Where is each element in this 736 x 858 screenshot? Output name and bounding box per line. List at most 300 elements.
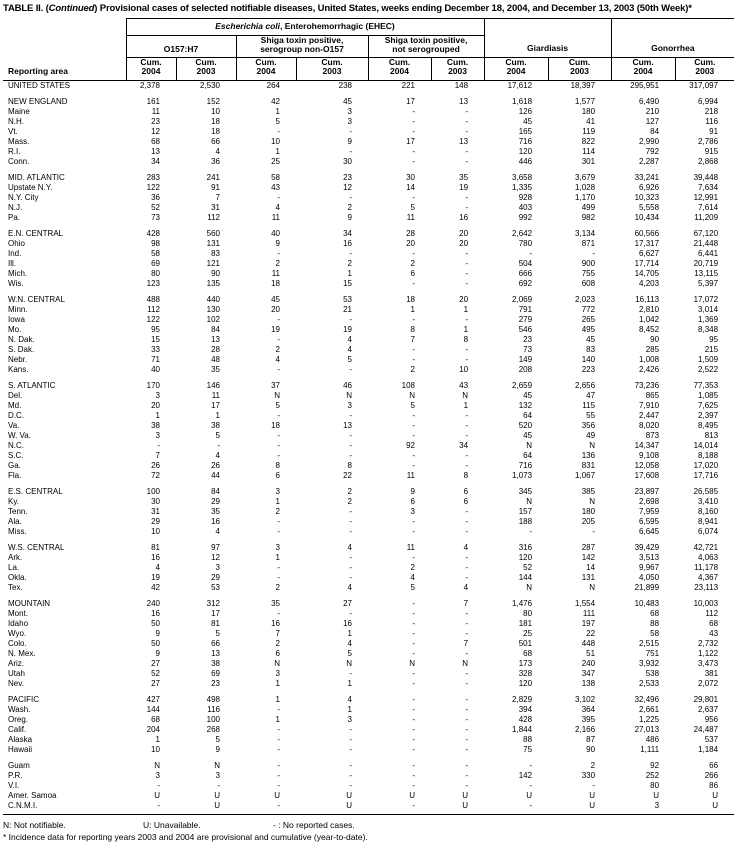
value-cell: 11 [271,268,280,278]
value-cell: N [274,658,280,668]
gonorrhea-group-header: Gonorrhea [611,18,734,57]
value-cell: 36 [151,192,160,202]
reporting-area-cell: Mo. [8,324,22,334]
reporting-area-cell: Ky. [8,496,19,506]
value-cell: 50 [151,618,160,628]
value-cell: - [277,516,280,526]
reporting-area-cell: Ariz. [8,658,24,668]
value-cell: 39,448 [693,172,719,182]
col-header-cum-2004: Cum. 2004 [611,57,675,80]
value-cell: 170 [146,380,160,390]
value-cell: 11,209 [694,212,719,222]
value-cell: N [346,658,352,668]
value-cell: 9,108 [639,450,660,460]
value-cell: 446 [518,156,533,166]
value-cell: 48 [211,354,220,364]
value-cell: - [412,628,415,638]
value-cell: 14,014 [693,440,719,450]
value-cell: 27 [343,598,352,608]
value-cell: 90 [650,334,660,344]
table-row [3,497,734,507]
value-cell: - [217,440,220,450]
value-cell: 14 [406,182,415,192]
value-cell: 12 [343,182,352,192]
reporting-area-cell: MOUNTAIN [8,598,51,608]
value-cell: 68 [650,608,660,618]
table-row [3,421,734,431]
value-cell: 317,097 [689,80,719,90]
table-row [3,639,734,649]
value-cell: - [349,734,352,744]
table-row [3,599,734,609]
value-cell: - [412,724,415,734]
value-cell: 53 [211,582,220,592]
value-cell: 1,577 [575,96,596,106]
value-cell: - [412,598,415,608]
value-cell: 2 [347,496,352,506]
table-row [3,791,734,801]
value-cell: 18 [406,294,415,304]
value-cell: N [409,658,415,668]
value-cell: 218 [704,106,719,116]
value-cell: 28 [211,344,220,354]
value-cell: 116 [207,704,220,714]
value-cell: 29,801 [693,694,719,704]
value-cell: 8 [463,470,469,480]
value-cell: 4,050 [639,572,660,582]
value-cell: - [277,450,280,460]
value-cell: - [465,744,469,754]
value-cell: 25 [271,156,280,166]
table-row [3,213,734,223]
value-cell: 2,072 [698,678,719,688]
table-row [3,335,734,345]
value-cell: 345 [518,486,533,496]
table-row [3,649,734,659]
value-cell: 52 [523,562,533,572]
value-cell: 716 [518,460,533,470]
value-cell: 221 [401,80,415,90]
value-cell: - [349,314,352,324]
value-cell: - [592,248,596,258]
reporting-area-cell: Wash. [8,704,31,714]
value-cell: 1,067 [575,470,596,480]
reporting-area-cell: Va. [8,420,20,430]
value-cell: 72 [151,470,160,480]
value-cell: 3 [275,486,280,496]
value-cell: 792 [645,146,660,156]
table-row [3,451,734,461]
non-o157-line1: Shiga toxin positive, [260,35,344,45]
value-cell: 197 [581,618,596,628]
value-cell: 13 [211,648,220,658]
legend-unavailable: U: Unavailable. [143,819,201,830]
value-cell: 6,627 [639,248,660,258]
reporting-area-cell: S.C. [8,450,24,460]
reporting-area-cell: Wyo. [8,628,27,638]
value-cell: - [349,516,352,526]
table-row [3,183,734,193]
value-cell: 504 [518,258,533,268]
col-header-cum-2004: Cum. 2004 [484,57,548,80]
value-cell: 4 [347,542,352,552]
value-cell: 2,515 [639,638,660,648]
value-cell: 3 [155,430,160,440]
value-cell: 33 [151,344,160,354]
value-cell: 23,113 [694,582,719,592]
value-cell: 19 [151,572,160,582]
value-cell: 5 [347,354,352,364]
table-row [3,801,734,811]
value-cell: 1,509 [698,354,719,364]
value-cell: 13,115 [694,268,719,278]
value-cell: 448 [581,638,596,648]
value-cell: 161 [146,96,160,106]
value-cell: 238 [338,80,352,90]
value-cell: 204 [146,724,160,734]
value-cell: 791 [518,304,533,314]
value-cell: 112 [207,212,220,222]
value-cell: 285 [645,344,660,354]
value-cell: 17 [406,96,415,106]
value-cell: 538 [645,668,660,678]
reporting-area-cell: Mont. [8,608,29,618]
reporting-area-cell: Colo. [8,638,27,648]
value-cell: 120 [518,552,533,562]
value-cell: 264 [266,80,280,90]
value-cell: - [349,780,352,790]
value-cell: 116 [705,116,719,126]
value-cell: - [349,506,352,516]
value-cell: 1,184 [698,744,719,754]
value-cell: 23 [211,678,220,688]
value-cell: 5 [215,430,220,440]
value-cell: 39,429 [634,542,660,552]
reporting-area-cell: Miss. [8,526,27,536]
value-cell: 16 [151,608,160,618]
value-cell: 780 [518,238,533,248]
value-cell: 1 [275,106,280,116]
value-cell: 8,188 [698,450,719,460]
table-row [3,553,734,563]
reporting-area-cell: R.I. [8,146,21,156]
value-cell: 428 [518,714,533,724]
value-cell: 5 [410,400,415,410]
value-cell: 1 [155,410,160,420]
value-cell: 1,225 [639,714,660,724]
value-cell: 34 [151,156,160,166]
value-cell: - [277,724,280,734]
value-cell: 26 [151,460,160,470]
value-cell: 295,951 [630,80,660,90]
value-cell: U [346,790,352,800]
reporting-area-cell: W.S. CENTRAL [8,542,65,552]
value-cell: 2,166 [575,724,596,734]
table-row [3,107,734,117]
value-cell: 35 [211,506,220,516]
value-cell: 30 [343,156,352,166]
value-cell: 4 [347,344,352,354]
value-cell: 45 [343,96,352,106]
reporting-area-cell: Guam [8,760,30,770]
value-cell: 2 [275,258,280,268]
value-cell: 11 [406,212,415,222]
value-cell: - [349,248,352,258]
value-cell: 6 [275,470,280,480]
table-row [3,147,734,157]
reporting-area-cell: W.N. CENTRAL [8,294,65,304]
value-cell: 27 [151,678,160,688]
value-cell: - [349,552,352,562]
value-cell: 3 [347,714,352,724]
value-cell: 121 [206,258,220,268]
value-cell: 17 [211,400,220,410]
reporting-area-cell: N. Mex. [8,648,36,658]
value-cell: U [346,800,352,810]
value-cell: - [277,608,280,618]
value-cell: 18 [211,126,220,136]
value-cell: 73 [523,344,533,354]
table-row [3,365,734,375]
value-cell: U [274,790,280,800]
value-cell: 44 [211,470,220,480]
value-cell: - [412,314,415,324]
value-cell: 328 [518,668,533,678]
value-cell: 181 [518,618,533,628]
value-cell: 395 [581,714,596,724]
value-cell: 11 [271,212,280,222]
value-cell: 127 [645,116,660,126]
value-cell: 1 [410,304,415,314]
value-cell: - [412,106,415,116]
reporting-area-cell: Utah [8,668,25,678]
value-cell: 69 [151,258,160,268]
value-cell: 18 [271,278,280,288]
value-cell: 66 [709,760,719,770]
value-cell: 215 [704,344,719,354]
value-cell: - [465,106,469,116]
value-cell: 71 [151,354,160,364]
reporting-area-cell: P.R. [8,770,23,780]
value-cell: - [465,450,469,460]
value-cell: 14 [586,562,596,572]
value-cell: 3 [215,562,220,572]
value-cell: - [412,410,415,420]
value-cell: 12 [151,126,160,136]
value-cell: U [154,790,160,800]
value-cell: 5 [275,400,280,410]
value-cell: 3,014 [698,304,719,314]
value-cell: 751 [645,648,660,658]
value-cell: 32,496 [634,694,660,704]
value-cell: - [277,126,280,136]
value-cell: 4,063 [698,552,719,562]
table-row [3,527,734,537]
value-cell: - [465,146,469,156]
value-cell: 2,732 [698,638,719,648]
value-cell: 1,111 [640,744,660,754]
footnote-incidence: * Incidence data for reporting years 2003 and 2004 are provisional and cumulative (year-to-date). [3,831,368,842]
value-cell: 915 [704,146,719,156]
table-row [3,517,734,527]
value-cell: 42 [271,96,280,106]
table-row [3,269,734,279]
value-cell: 16,113 [635,294,660,304]
value-cell: N [526,582,533,592]
value-cell: 29 [211,572,220,582]
value-cell: 13 [151,146,160,156]
value-cell: 8,160 [698,506,719,516]
value-cell: - [349,668,352,678]
value-cell: 301 [581,156,596,166]
value-cell: - [412,734,415,744]
value-cell: - [529,800,533,810]
reporting-area-cell: Nev. [8,678,24,688]
table-row [3,487,734,497]
value-cell: 10 [271,136,280,146]
value-cell: 16 [211,516,220,526]
value-cell: 3 [347,400,352,410]
value-cell: 35 [271,598,280,608]
value-cell: 64 [523,450,533,460]
value-cell: 21 [343,304,352,314]
reporting-area-cell: MID. ATLANTIC [8,172,65,182]
value-cell: 252 [645,770,660,780]
value-cell: 2,522 [698,364,719,374]
value-cell: 14,705 [634,268,660,278]
value-cell: 6,645 [639,526,660,536]
value-cell: - [465,760,469,770]
value-cell: 2,378 [139,80,160,90]
value-cell: 20 [459,294,469,304]
value-cell: 34 [343,228,352,238]
value-cell: 16 [271,618,280,628]
value-cell: 43 [709,628,719,638]
reporting-area-cell: Mich. [8,268,28,278]
value-cell: 12,991 [693,192,719,202]
value-cell: 16 [151,552,160,562]
value-cell: 8,020 [639,420,660,430]
value-cell: 347 [581,668,596,678]
value-cell: 1 [275,146,280,156]
value-cell: 80 [523,608,533,618]
reporting-area-cell: NEW ENGLAND [8,96,68,106]
value-cell: 6 [463,496,469,506]
value-cell: 40 [151,364,160,374]
reporting-area-cell: Ala. [8,516,22,526]
table-row [3,137,734,147]
value-cell: 2,287 [639,156,660,166]
value-cell: 13 [343,420,352,430]
reporting-area-cell: W. Va. [8,430,31,440]
value-cell: 7,625 [698,400,719,410]
footer-rule [3,814,734,815]
value-cell: - [412,192,415,202]
reporting-area-cell: N.J. [8,202,23,212]
value-cell: 2 [410,258,415,268]
value-cell: 111 [582,608,596,618]
value-cell: 136 [581,450,596,460]
value-cell: - [412,638,415,648]
value-cell: 188 [518,516,533,526]
value-cell: 122 [146,314,160,324]
table-row [3,659,734,669]
value-cell: 1 [275,496,280,506]
value-cell: 31 [211,202,220,212]
value-cell: 666 [518,268,533,278]
value-cell: - [349,450,352,460]
value-cell: 3,658 [512,172,533,182]
value-cell: 149 [518,354,533,364]
reporting-area-cell: Nebr. [8,354,28,364]
table-title [3,3,736,15]
value-cell: 316 [518,542,533,552]
value-cell: 13 [459,136,469,146]
value-cell: 498 [206,694,220,704]
table-row [3,781,734,791]
value-cell: 29 [151,516,160,526]
value-cell: 20 [151,400,160,410]
value-cell: 2,069 [512,294,533,304]
table-header [3,18,734,80]
value-cell: - [412,516,415,526]
value-cell: 112 [705,608,719,618]
value-cell: 21,899 [634,582,660,592]
value-cell: - [465,724,469,734]
value-cell: 546 [518,324,533,334]
reporting-area-cell: N.H. [8,116,24,126]
value-cell: 180 [581,506,596,516]
value-cell: - [465,248,469,258]
value-cell: 135 [206,278,220,288]
table-row [3,543,734,553]
value-cell: 102 [206,314,220,324]
value-cell: 37 [271,380,280,390]
table-row [3,705,734,715]
value-cell: 98 [151,238,160,248]
value-cell: 8 [275,460,280,470]
value-cell: 10 [211,106,220,116]
value-cell: 240 [146,598,160,608]
value-cell: 23 [523,334,533,344]
value-cell: 23,897 [634,486,660,496]
reporting-area-cell: Ill. [8,258,16,268]
value-cell: 38 [211,658,220,668]
value-cell: 3,102 [575,694,596,704]
value-cell: 43 [271,182,280,192]
value-cell: 9,967 [639,562,660,572]
value-cell: 10 [151,526,160,536]
value-cell: - [412,116,415,126]
value-cell: - [217,780,220,790]
value-cell: 144 [518,572,533,582]
table-row [3,229,734,239]
value-cell: 2,698 [639,496,660,506]
value-cell: 279 [518,314,533,324]
value-cell: 268 [206,724,220,734]
value-cell: 17,317 [634,238,660,248]
value-cell: 91 [709,126,719,136]
value-cell: 100 [206,714,220,724]
value-cell: - [412,744,415,754]
value-cell: 7 [275,628,280,638]
value-cell: - [412,608,415,618]
value-cell: 42 [151,582,160,592]
value-cell: 18,397 [570,80,596,90]
value-cell: - [349,572,352,582]
value-cell: 17,608 [634,470,660,480]
value-cell: - [465,734,469,744]
